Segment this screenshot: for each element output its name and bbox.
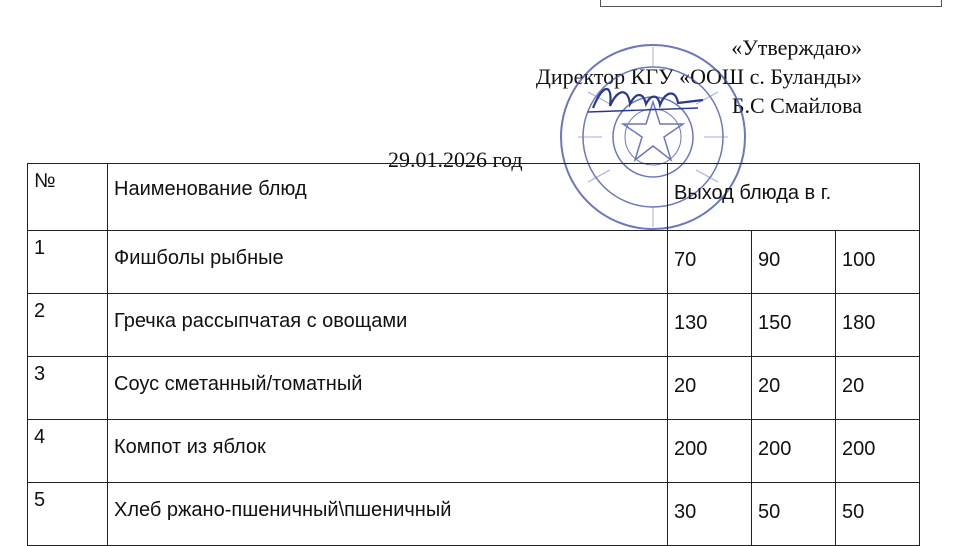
dish-name: Компот из яблок bbox=[108, 420, 668, 483]
header-number: № bbox=[28, 164, 108, 231]
output-value: 200 bbox=[836, 420, 920, 483]
document-date: 29.01.2026 год bbox=[388, 147, 523, 172]
dish-name: Фишболы рыбные bbox=[108, 231, 668, 294]
header-output: Выход блюда в г. bbox=[668, 164, 920, 231]
output-value: 70 bbox=[668, 231, 752, 294]
table-row bbox=[28, 231, 920, 294]
output-value: 200 bbox=[752, 420, 836, 483]
output-value: 20 bbox=[752, 357, 836, 420]
output-value: 200 bbox=[668, 420, 752, 483]
output-value: 20 bbox=[668, 357, 752, 420]
output-value: 90 bbox=[752, 231, 836, 294]
approval-position: Директор КГУ «ООШ с. Буланды» bbox=[535, 64, 862, 89]
table-header-row bbox=[28, 164, 920, 231]
output-value: 180 bbox=[836, 294, 920, 357]
output-value: 130 bbox=[668, 294, 752, 357]
row-number: 5 bbox=[28, 483, 108, 546]
output-value: 50 bbox=[752, 483, 836, 546]
table-row bbox=[28, 420, 920, 483]
menu-table bbox=[27, 163, 920, 546]
row-number: 2 bbox=[28, 294, 108, 357]
dish-name: Соус сметанный/томатный bbox=[108, 357, 668, 420]
row-number: 1 bbox=[28, 231, 108, 294]
approval-signer: Б.С Смайлова bbox=[731, 93, 862, 118]
table-row bbox=[28, 483, 920, 546]
dish-name: Гречка рассыпчатая с овощами bbox=[108, 294, 668, 357]
table-row bbox=[28, 357, 920, 420]
handwritten-signature bbox=[588, 78, 708, 118]
output-value: 20 bbox=[836, 357, 920, 420]
output-value: 100 bbox=[836, 231, 920, 294]
page-edge-frame bbox=[600, 0, 942, 7]
table-row bbox=[28, 294, 920, 357]
header-dish-name: Наименование блюд bbox=[108, 164, 668, 231]
output-value: 30 bbox=[668, 483, 752, 546]
dish-name: Хлеб ржано-пшеничный\пшеничный bbox=[108, 483, 668, 546]
output-value: 50 bbox=[836, 483, 920, 546]
row-number: 3 bbox=[28, 357, 108, 420]
row-number: 4 bbox=[28, 420, 108, 483]
output-value: 150 bbox=[752, 294, 836, 357]
approval-title: «Утверждаю» bbox=[731, 35, 862, 60]
